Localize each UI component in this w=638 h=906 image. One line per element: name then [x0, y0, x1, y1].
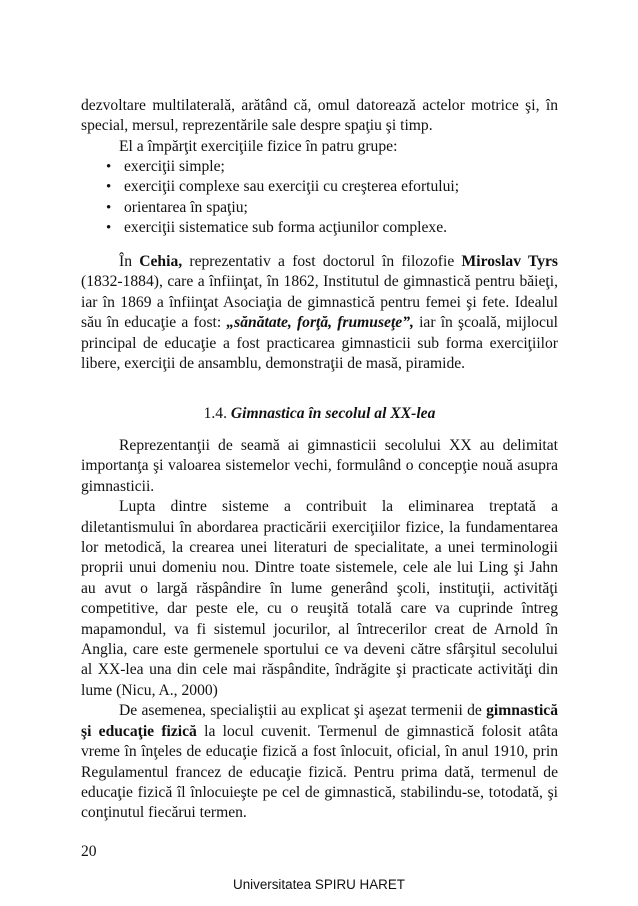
paragraph-3: [81, 701, 558, 823]
list-item: • exerciţii sistematice sub forma acţiunilor complexe.: [106, 218, 558, 238]
paragraph-1: Reprezentanţii de seamă ai gimnasticii secolului XX au delimitat importanţa şi valoarea sistemelor vechi, formulând o concepţie nouă asupra gimnasticii.: [81, 437, 558, 495]
cehia-text-1: În: [119, 253, 140, 270]
section-heading: [81, 404, 558, 424]
page-number: 20: [81, 843, 97, 860]
footer-institution: Universitatea SPIRU HARET: [233, 877, 405, 892]
top-paragraph-text: dezvoltare multilaterală, arătând că, omul datorează actelor motrice şi, în special, mersul, reprezentările sale despre spaţiu şi timp.: [81, 97, 558, 135]
cehia-paragraph: [81, 252, 558, 374]
tyrs-ideal-quote: „sănătate, forţă, frumuseţe”,: [226, 314, 414, 332]
exercise-groups-list: [106, 157, 558, 238]
section-title: Gimnastica în secolul al XX-lea: [230, 405, 436, 422]
paragraph-3-text-b: la locul cuvenit. Termenul de gimnastică folosit atâta vreme în înţeles de educaţie fizică a fost înlocuit, oficial, în anul 1910, prin Regulamentul francez de educaţie fizică. Pentru prima dată, termenul de educaţie fizică îl înlocuieşte pe cel de gimnastică, stabilindu-se, totodată, şi conţinutul fiecărui termen.: [81, 722, 558, 822]
tyrs-name: Miroslav Tyrs: [461, 253, 558, 270]
section-number: 1.4.: [203, 405, 227, 422]
list-item: • exerciţii simple;: [106, 157, 558, 177]
cehia-text-2: reprezentativ a fost doctorul în filozofie: [182, 253, 462, 270]
list-item: • exerciţii complexe sau exerciţii cu creşterea efortului;: [106, 177, 558, 197]
paragraph-2: Lupta dintre sisteme a contribuit la eliminarea treptată a diletantismului în abordarea practicării exerciţiilor fizice, la fundamentarea lor metodică, la crearea unei literaturi de specialitate, a unei terminologii proprii unui domeniu nou. Dintre toate sistemele, cele ale lui Ling şi Jahn au avut o largă răspândire în lume generând şcoli, instituţii, activităţi competitive, dar peste ele, cu o reuşită totală care va cuprinde întreg mapamondul, va fi sistemul jocurilor, al întrecerilor creat de Arnold în Anglia, care este germenele sportului ce va deveni către sfârşitul secolului al XX-lea una din cele mai răspândite, îndrăgite şi practicate activităţi din lume (Nicu, A., 2000): [81, 498, 558, 699]
cehia-text-3: (1832-1884), care a înfiinţat, în 1862, Institutul de gimnastică pentru băieţi, iar în 1869 a înfiinţat Asociaţia de gimnastică pentru femei şi fete. Idealul său în educaţie a fost:: [81, 273, 558, 332]
cehia-country: Cehia,: [139, 253, 183, 270]
list-item: • orientarea în spaţiu;: [106, 198, 558, 218]
paragraph-3-bold-terms: gimnastică şi educaţie fizică: [81, 702, 558, 740]
groups-intro: El a împărţit exerciţiile fizice în patru grupe:: [119, 137, 398, 155]
cehia-text-4: iar în şcoală, mijlocul principal de educaţie a fost practicarea gimnasticii sub forma exerciţiilor libere, exerciţii de ansamblu, demonstraţii de masă, piramide.: [81, 314, 559, 373]
paragraph-3-text-a: De asemenea, specialiştii au explicat şi aşezat termenii de: [119, 702, 487, 720]
section-body: [81, 436, 558, 824]
top-paragraph: [81, 96, 558, 157]
